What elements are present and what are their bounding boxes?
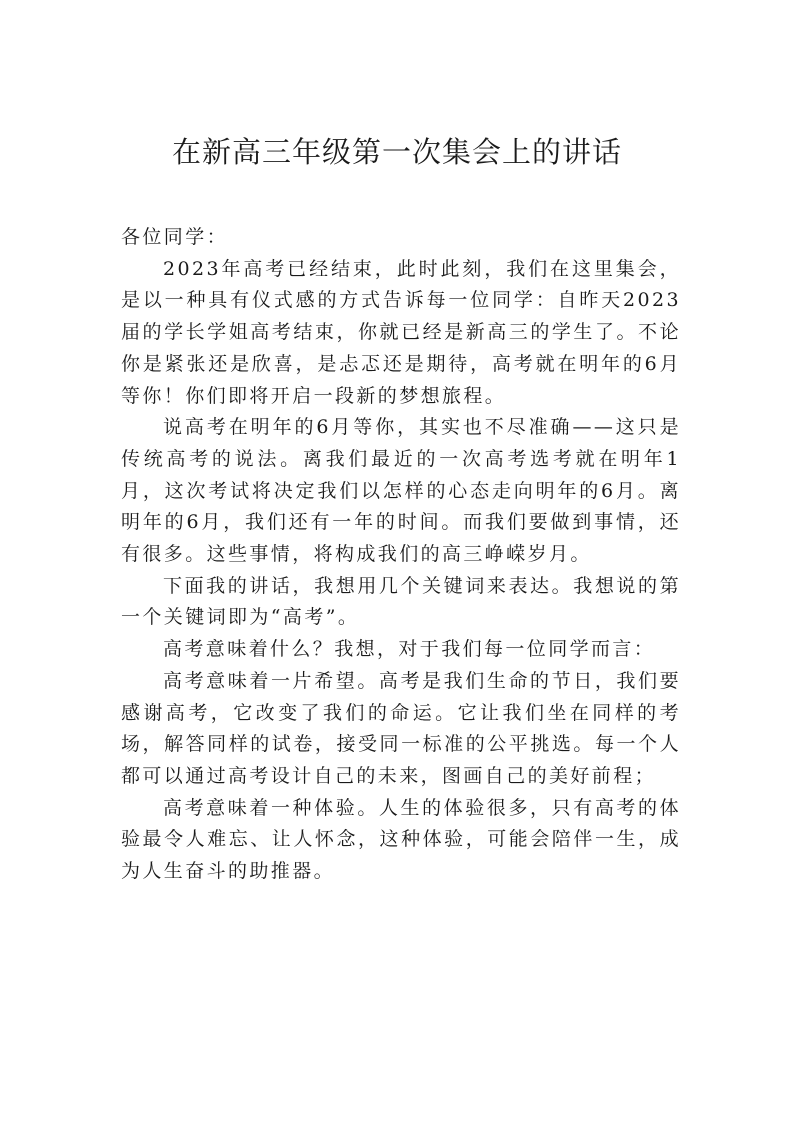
document-body <box>121 222 681 888</box>
paragraph-6: 高考意味着一种体验。人生的体验很多，只有高考的体验最令人难忘、让人怀念，这种体验，可能会陪伴一生，成为人生奋斗的助推器。 <box>121 796 681 883</box>
paragraph-5: 高考意味着一片希望。高考是我们生命的节日，我们要感谢高考，它改变了我们的命运。它让我们坐在同样的考场，解答同样的试卷，接受同一标准的公平挑选。每一个人都可以通过高考设计自己的未来，图画自己的美好前程； <box>121 669 681 787</box>
paragraph-2: 说高考在明年的6月等你，其实也不尽准确——这只是传统高考的说法。离我们最近的一次高考选考就在明年1月，这次考试将决定我们以怎样的心态走向明年的6月。离明年的6月，我们还有一年的时间。而我们要做到事情，还有很多。这些事情，将构成我们的高三峥嵘岁月。 <box>121 416 681 566</box>
greeting: 各位同学： <box>121 226 229 248</box>
paragraph-3: 下面我的讲话，我想用几个关键词来表达。我想说的第一个关键词即为“高考”。 <box>121 574 681 629</box>
paragraph-4: 高考意味着什么？我想，对于我们每一位同学而言： <box>163 638 656 661</box>
paragraph-1: 2023年高考已经结束，此时此刻，我们在这里集会，是以一种具有仪式感的方式告诉每一位同学：自昨天2023届的学长学姐高考结束，你就已经是新高三的学生了。不论你是紧张还是欣喜，是忐忑还是期待，高考就在明年的6月等你！你们即将开启一段新的梦想旅程。 <box>121 257 681 407</box>
document-title: 在新高三年级第一次集会上的讲话 <box>171 135 622 169</box>
